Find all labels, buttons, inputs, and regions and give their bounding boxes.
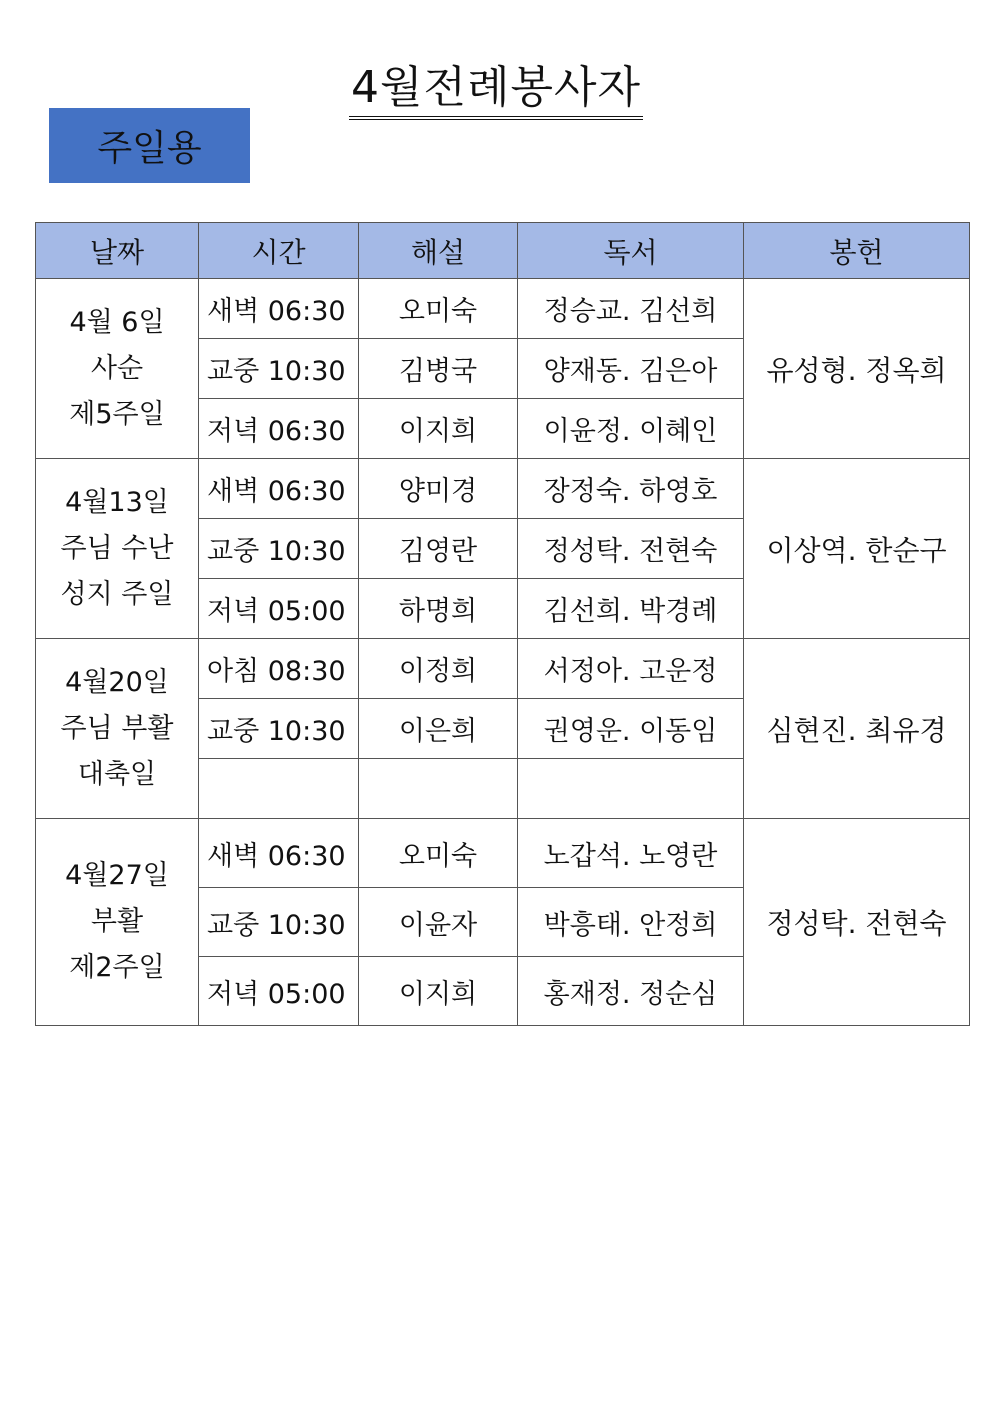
commentary-cell: 김병국 [359,339,518,399]
offering-cell: 심현진. 최유경 [744,639,970,819]
commentary-cell: 오미숙 [359,819,518,888]
time-cell: 아침 08:30 [199,639,359,699]
time-cell [199,759,359,819]
table-row [36,279,970,339]
sunday-badge: 주일용 [49,108,250,183]
time-cell: 교중 10:30 [199,339,359,399]
commentary-cell: 김영란 [359,519,518,579]
header-commentary: 해설 [359,223,518,279]
header-time: 시간 [199,223,359,279]
time-cell: 교중 10:30 [199,888,359,957]
reading-cell: 정승교. 김선희 [518,279,744,339]
reading-cell: 홍재정. 정순심 [518,957,744,1026]
time-cell: 저녁 05:00 [199,579,359,639]
time-cell: 저녁 05:00 [199,957,359,1026]
table-row [36,639,970,699]
commentary-cell [359,759,518,819]
table-row [36,819,970,888]
time-cell: 새벽 06:30 [199,459,359,519]
reading-cell: 양재동. 김은아 [518,339,744,399]
reading-cell: 정성탁. 전현숙 [518,519,744,579]
reading-cell: 장정숙. 하영호 [518,459,744,519]
commentary-cell: 양미경 [359,459,518,519]
commentary-cell: 이지희 [359,399,518,459]
time-cell: 저녁 06:30 [199,399,359,459]
time-cell: 교중 10:30 [199,699,359,759]
reading-cell: 김선희. 박경례 [518,579,744,639]
date-cell: 4월20일 주님 부활 대축일 [36,639,199,819]
commentary-cell: 이은희 [359,699,518,759]
time-cell: 교중 10:30 [199,519,359,579]
date-cell: 4월 6일 사순 제5주일 [36,279,199,459]
commentary-cell: 오미숙 [359,279,518,339]
reading-cell: 박흥태. 안정희 [518,888,744,957]
reading-cell: 서정아. 고운정 [518,639,744,699]
page-title: 4월전례봉사자 [0,62,992,120]
reading-cell: 노갑석. 노영란 [518,819,744,888]
schedule-table [35,222,970,1026]
time-cell: 새벽 06:30 [199,819,359,888]
time-cell: 새벽 06:30 [199,279,359,339]
reading-cell: 권영운. 이동임 [518,699,744,759]
offering-cell: 정성탁. 전현숙 [744,819,970,1026]
date-cell: 4월13일 주님 수난 성지 주일 [36,459,199,639]
reading-cell [518,759,744,819]
commentary-cell: 이윤자 [359,888,518,957]
header-offering: 봉헌 [744,223,970,279]
reading-cell: 이윤정. 이혜인 [518,399,744,459]
commentary-cell: 이지희 [359,957,518,1026]
date-cell: 4월27일 부활 제2주일 [36,819,199,1026]
table-row [36,459,970,519]
commentary-cell: 이정희 [359,639,518,699]
header-reading: 독서 [518,223,744,279]
commentary-cell: 하명희 [359,579,518,639]
header-row [36,223,970,279]
offering-cell: 유성형. 정옥희 [744,279,970,459]
header-date: 날짜 [36,223,199,279]
offering-cell: 이상역. 한순구 [744,459,970,639]
